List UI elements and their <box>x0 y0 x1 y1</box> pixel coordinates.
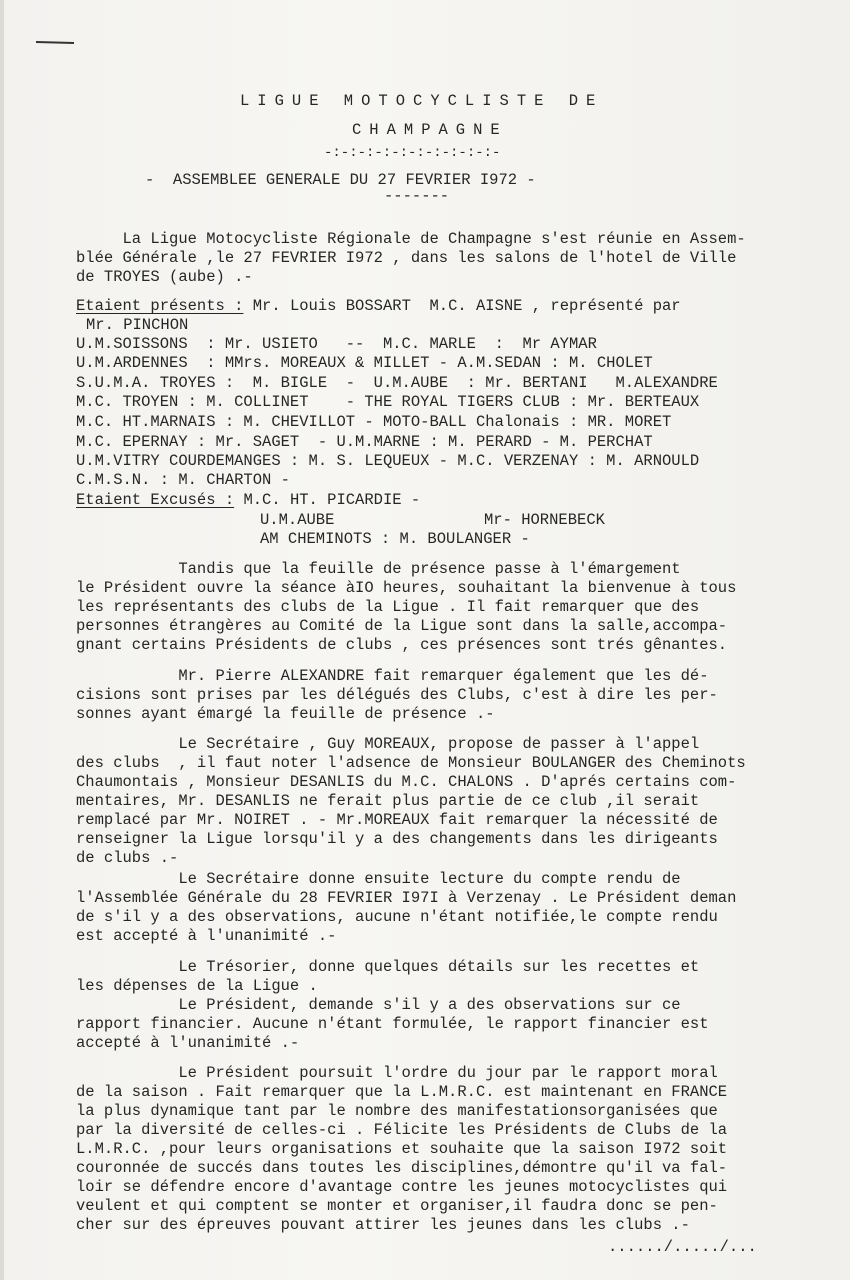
page-edge-shadow <box>0 0 4 1280</box>
text-line: mentaires, Mr. DESANLIS ne ferait plus partie de ce club ,il serait <box>76 792 700 810</box>
present-first-text: Mr. Louis BOSSART M.C. AISNE , représenté par <box>243 297 681 315</box>
text-line: le Président ouvre la séance àIO heures, souhaitant la bienvenue à tous <box>76 579 737 597</box>
continuation-mark: ....../...../... <box>608 1238 757 1256</box>
org-name-line2: CHAMPAGNE <box>352 121 508 139</box>
text-line: par la diversité de celles-ci . Félicite les Présidents de Clubs de la <box>76 1121 728 1139</box>
text-line: Tandis que la feuille de présence passe à l'émargement <box>76 560 681 578</box>
attendee-line: U.M.VITRY COURDEMANGES : M. S. LEQUEUX - M.C. VERZENAY : M. ARNOULD <box>76 452 700 470</box>
text-line: personnes étrangères au Comité de la Ligue sont dans la salle,accompa- <box>76 617 728 635</box>
text-line: cher sur des épreuves pouvant attirer les jeunes dans les clubs .- <box>76 1216 690 1234</box>
present-label: Etaient présents : <box>76 297 244 315</box>
text-line: rapport financier. Aucune n'étant formulée, le rapport financier est <box>76 1015 709 1033</box>
attendee-line: M.C. HT.MARNAIS : M. CHEVILLOT - MOTO-BALL Chalonais : MR. MORET <box>76 413 672 431</box>
text-line: les représentants des clubs de la Ligue . Il fait remarquer que des <box>76 598 700 616</box>
text-line: L.M.R.C. ,pour leurs organisations et souhaite que la saison I972 soit <box>76 1140 728 1158</box>
text-line: des clubs , il faut noter l'adsence de Monsieur BOULANGER des Cheminots <box>76 754 746 772</box>
text-line: Le Président poursuit l'ordre du jour par le rapport moral <box>76 1064 718 1082</box>
text-line: la plus dynamique tant par le nombre des manifestationsorganisées que <box>76 1102 718 1120</box>
text-line: Le Secrétaire donne ensuite lecture du compte rendu de <box>76 870 681 888</box>
excused-first-line <box>76 491 420 509</box>
attendee-line: S.U.M.A. TROYES : M. BIGLE - U.M.AUBE : Mr. BERTANI M.ALEXANDRE <box>76 374 718 392</box>
text-line: La Ligue Motocycliste Régionale de Champagne s'est réunie en Assem- <box>76 230 746 248</box>
document-title: - ASSEMBLEE GENERALE DU 27 FEVRIER I972 - <box>145 171 536 189</box>
text-line: Mr. Pierre ALEXANDRE fait remarquer également que les dé- <box>76 667 709 685</box>
ornament-divider: -:-:-:-:-:-:-:-:-:-:- <box>324 145 501 161</box>
title-rule: ------- <box>384 187 450 205</box>
text-line: gnant certains Présidents de clubs , ces présences sont trés gênantes. <box>76 636 728 654</box>
attendee-line: U.M.SOISSONS : Mr. USIETO -- M.C. MARLE : Mr AYMAR <box>76 335 597 353</box>
excused-club: U.M.AUBE <box>260 511 335 529</box>
text-line: de TROYES (aube) .- <box>76 268 253 286</box>
excused-line: AM CHEMINOTS : M. BOULANGER - <box>260 530 530 548</box>
text-line: de la saison . Fait remarquer que la L.M.R.C. est maintenant en FRANCE <box>76 1083 728 1101</box>
text-line: de clubs .- <box>76 849 179 867</box>
text-line: couronnée de succés dans toutes les disciplines,démontre qu'il va fal- <box>76 1159 728 1177</box>
text-line: accepté à l'unanimité .- <box>76 1034 300 1052</box>
present-first-line <box>76 297 681 315</box>
text-line: remplacé par Mr. NOIRET . - Mr.MOREAUX fait remarquer la nécessité de <box>76 811 718 829</box>
text-line: loir se défendre encore d'avantage contre les jeunes motocyclistes qui <box>76 1178 728 1196</box>
text-line: les dépenses de la Ligue . <box>76 977 318 995</box>
attendee-line: U.M.ARDENNES : MMrs. MOREAUX & MILLET - A.M.SEDAN : M. CHOLET <box>76 354 653 372</box>
text-line: Chaumontais , Monsieur DESANLIS du M.C. CHALONS . D'aprés certains com- <box>76 773 737 791</box>
attendee-line: Mr. PINCHON <box>86 316 189 334</box>
ink-mark <box>36 40 76 44</box>
text-line: renseigner la Ligue lorsqu'il y a des changements dans les dirigeants <box>76 830 718 848</box>
excused-person: Mr- HORNEBECK <box>484 511 605 529</box>
org-name-line1: LIGUE MOTOCYCLISTE DE <box>240 92 604 110</box>
attendee-line: C.M.S.N. : M. CHARTON - <box>76 471 290 489</box>
text-line: sonnes ayant émargé la feuille de présence .- <box>76 705 495 723</box>
text-line: est accepté à l'unanimité .- <box>76 927 337 945</box>
text-line: cisions sont prises par les délégués des Clubs, c'est à dire les per- <box>76 686 718 704</box>
text-line: Le Président, demande s'il y a des observations sur ce <box>76 996 681 1014</box>
text-line: l'Assemblée Générale du 28 FEVRIER I97I à Verzenay . Le Président deman <box>76 889 737 907</box>
attendee-line: M.C. EPERNAY : Mr. SAGET - U.M.MARNE : M. PERARD - M. PERCHAT <box>76 433 653 451</box>
excused-label: Etaient Excusés : <box>76 491 235 509</box>
excused-first-text: M.C. HT. PICARDIE - <box>234 491 421 509</box>
attendee-line: M.C. TROYEN : M. COLLINET - THE ROYAL TIGERS CLUB : Mr. BERTEAUX <box>76 393 700 411</box>
text-line: Le Trésorier, donne quelques détails sur les recettes et <box>76 958 700 976</box>
text-line: Le Secrétaire , Guy MOREAUX, propose de passer à l'appel <box>76 735 700 753</box>
text-line: de s'il y a des observations, aucune n'étant notifiée,le compte rendu <box>76 908 718 926</box>
text-line: blée Générale ,le 27 FEVRIER I972 , dans les salons de l'hotel de Ville <box>76 249 737 267</box>
text-line: veulent et qui comptent se monter et organiser,il faudra donc se pen- <box>76 1197 718 1215</box>
